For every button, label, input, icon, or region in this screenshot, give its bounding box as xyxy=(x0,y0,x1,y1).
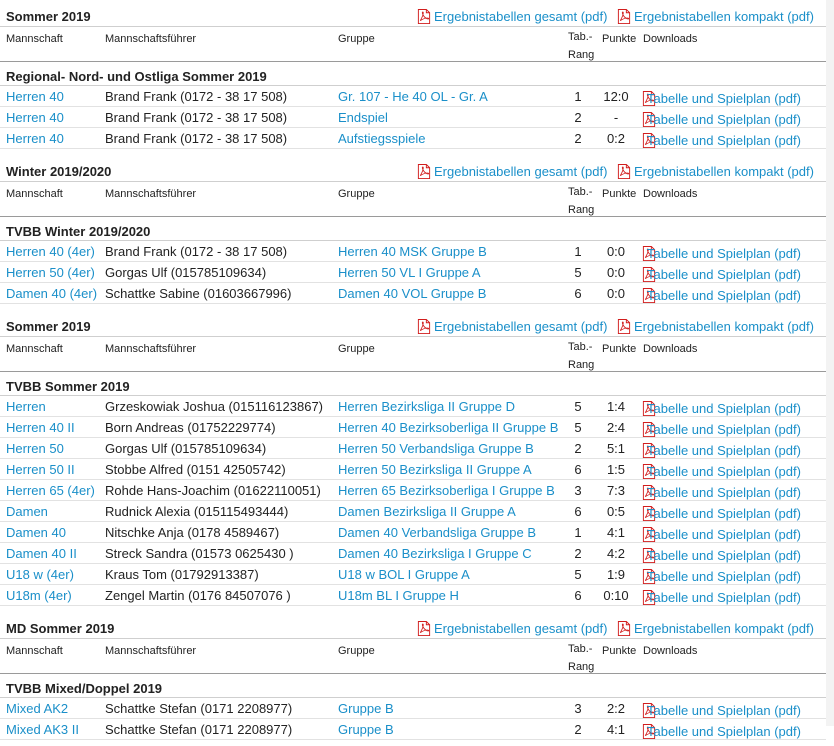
team-captain: Gorgas Ulf (015785109634) xyxy=(105,441,267,456)
team-link[interactable]: Herren 40 xyxy=(6,131,64,146)
pdf-icon xyxy=(617,164,631,179)
group-link[interactable]: Herren 65 Bezirksoberliga I Gruppe B xyxy=(338,483,555,498)
col-downloads: Downloads xyxy=(643,645,698,657)
team-captain: Grzeskowiak Joshua (015116123867) xyxy=(105,399,324,414)
points: - xyxy=(613,110,619,125)
ergebnistabellen-kompakt-link[interactable] xyxy=(617,164,814,179)
points: 1:5 xyxy=(606,462,626,477)
column-headers xyxy=(0,182,826,216)
section-header xyxy=(0,310,826,337)
ergebnistabellen-gesamt-link[interactable] xyxy=(417,164,607,179)
download-label: Tabelle und Spielplan (pdf) xyxy=(647,246,801,261)
team-captain: Brand Frank (0172 - 38 17 508) xyxy=(105,244,288,259)
download-label: Tabelle und Spielplan (pdf) xyxy=(647,485,801,500)
download-label: Tabelle und Spielplan (pdf) xyxy=(647,112,801,127)
column-headers xyxy=(0,639,826,673)
points: 12:0 xyxy=(603,89,629,104)
pdf-icon xyxy=(417,621,431,636)
team-captain: Born Andreas (01752229774) xyxy=(105,420,276,435)
col-mannschaftsfuehrer: Mannschaftsführer xyxy=(105,188,197,200)
table-row xyxy=(0,501,826,522)
group-title xyxy=(0,216,826,241)
table-row xyxy=(0,585,826,606)
table-rank: 5 xyxy=(574,265,582,280)
table-row xyxy=(0,719,826,740)
table-rank: 2 xyxy=(574,131,582,146)
col-mannschaft: Mannschaft xyxy=(6,343,63,355)
group-link[interactable]: Gruppe B xyxy=(338,722,394,737)
table-rank: 2 xyxy=(574,546,582,561)
team-captain: Zengel Martin (0176 84507076 ) xyxy=(105,588,291,603)
table-row xyxy=(0,86,826,107)
col-downloads: Downloads xyxy=(643,343,698,355)
col-gruppe: Gruppe xyxy=(338,188,375,200)
team-captain: Schattke Sabine (01603667996) xyxy=(105,286,292,301)
points: 7:3 xyxy=(606,483,626,498)
link-label: Ergebnistabellen gesamt (pdf) xyxy=(434,164,608,179)
col-tab: Tab.- xyxy=(568,186,593,198)
column-headers xyxy=(0,337,826,371)
col-rang: Rang xyxy=(568,661,595,673)
link-label: Ergebnistabellen gesamt (pdf) xyxy=(434,9,608,24)
table-rank: 3 xyxy=(574,483,582,498)
team-captain: Rudnick Alexia (015115493444) xyxy=(105,504,289,519)
col-rang: Rang xyxy=(568,204,595,216)
team-link[interactable]: U18m (4er) xyxy=(6,588,72,603)
team-link[interactable]: Damen 40 (4er) xyxy=(6,286,98,301)
table-rank: 2 xyxy=(574,722,582,737)
col-tab: Tab.- xyxy=(568,31,593,43)
team-link[interactable]: Herren 40 II xyxy=(6,420,75,435)
col-mannschaftsfuehrer: Mannschaftsführer xyxy=(105,645,197,657)
table-rank: 2 xyxy=(574,110,582,125)
group-link[interactable]: U18m BL I Gruppe H xyxy=(338,588,459,603)
points: 0:5 xyxy=(606,504,626,519)
col-mannschaftsfuehrer: Mannschaftsführer xyxy=(105,343,197,355)
col-gruppe: Gruppe xyxy=(338,33,375,45)
group-title xyxy=(0,61,826,86)
team-link[interactable]: Damen 40 xyxy=(6,525,66,540)
table-rank: 1 xyxy=(574,244,582,259)
table-row xyxy=(0,417,826,438)
table-rank: 1 xyxy=(574,525,582,540)
download-label: Tabelle und Spielplan (pdf) xyxy=(647,91,801,106)
table-row xyxy=(0,262,826,283)
section-header xyxy=(0,612,826,639)
points: 2:2 xyxy=(606,701,626,716)
team-captain: Streck Sandra (01573 0625430 ) xyxy=(105,546,294,561)
team-captain: Brand Frank (0172 - 38 17 508) xyxy=(105,89,288,104)
table-rank: 6 xyxy=(574,462,582,477)
pdf-icon xyxy=(417,319,431,334)
col-gruppe: Gruppe xyxy=(338,645,375,657)
ergebnistabellen-kompakt-link[interactable] xyxy=(617,9,814,24)
col-tab: Tab.- xyxy=(568,643,593,655)
download-label: Tabelle und Spielplan (pdf) xyxy=(647,422,801,437)
section-title: Sommer 2019 xyxy=(6,319,91,334)
table-row xyxy=(0,128,826,149)
points: 4:1 xyxy=(606,722,626,737)
download-label: Tabelle und Spielplan (pdf) xyxy=(647,288,801,303)
team-link[interactable]: Herren 40 xyxy=(6,89,64,104)
group-link[interactable]: Herren 40 Bezirksoberliga II Gruppe B xyxy=(338,420,559,435)
pdf-icon xyxy=(617,621,631,636)
pdf-icon xyxy=(617,319,631,334)
ergebnistabellen-gesamt-link[interactable] xyxy=(417,9,607,24)
table-row xyxy=(0,698,826,719)
scrollbar[interactable] xyxy=(826,0,834,726)
team-link[interactable]: Herren 40 xyxy=(6,110,64,125)
team-captain: Gorgas Ulf (015785109634) xyxy=(105,265,267,280)
table-row xyxy=(0,543,826,564)
team-captain: Stobbe Alfred (0151 42505742) xyxy=(105,462,286,477)
team-link[interactable]: Mixed AK3 II xyxy=(6,722,79,737)
group-link[interactable]: Herren Bezirksliga II Gruppe D xyxy=(338,399,516,414)
col-gruppe: Gruppe xyxy=(338,343,375,355)
group-link[interactable]: Damen 40 Verbandsliga Gruppe B xyxy=(338,525,537,540)
download-label: Tabelle und Spielplan (pdf) xyxy=(647,401,801,416)
download-label: Tabelle und Spielplan (pdf) xyxy=(647,464,801,479)
group-link[interactable]: Damen Bezirksliga II Gruppe A xyxy=(338,504,516,519)
team-link[interactable]: Herren 40 (4er) xyxy=(6,244,95,259)
table-rank: 6 xyxy=(574,504,582,519)
team-link[interactable]: Herren xyxy=(6,399,46,414)
group-link[interactable]: Damen 40 VOL Gruppe B xyxy=(338,286,487,301)
points: 0:10 xyxy=(603,588,629,603)
team-link[interactable]: Mixed AK2 xyxy=(6,701,69,716)
table-rank: 2 xyxy=(574,441,582,456)
team-captain: Schattke Stefan (0171 2208977) xyxy=(105,701,293,716)
ergebnistabellen-gesamt-link[interactable] xyxy=(417,319,607,334)
table-row xyxy=(0,564,826,585)
points: 0:2 xyxy=(606,131,626,146)
group-title-text: TVBB Winter 2019/2020 xyxy=(6,224,151,239)
team-link[interactable]: U18 w (4er) xyxy=(6,567,74,582)
team-captain: Rohde Hans-Joachim (01622110051) xyxy=(105,483,321,498)
group-link[interactable]: Aufstiegsspiele xyxy=(338,131,426,146)
group-link[interactable]: Gruppe B xyxy=(338,701,394,716)
group-title-text: Regional- Nord- und Ostliga Sommer 2019 xyxy=(6,69,267,84)
pdf-icon xyxy=(417,164,431,179)
download-label: Tabelle und Spielplan (pdf) xyxy=(647,133,801,148)
link-label: Ergebnistabellen gesamt (pdf) xyxy=(434,319,608,334)
download-label: Tabelle und Spielplan (pdf) xyxy=(647,703,801,718)
table-row xyxy=(0,241,826,262)
link-label: Ergebnistabellen gesamt (pdf) xyxy=(434,621,608,636)
team-link[interactable]: Herren 50 II xyxy=(6,462,75,477)
group-link[interactable]: Herren 50 Verbandsliga Gruppe B xyxy=(338,441,534,456)
group-link[interactable]: Gr. 107 - He 40 OL - Gr. A xyxy=(338,89,488,104)
download-label: Tabelle und Spielplan (pdf) xyxy=(647,548,801,563)
points: 2:4 xyxy=(606,420,626,435)
table-rank: 5 xyxy=(574,567,582,582)
download-label: Tabelle und Spielplan (pdf) xyxy=(647,590,801,605)
group-title xyxy=(0,673,826,698)
points: 0:0 xyxy=(606,265,626,280)
col-tab-rang xyxy=(568,28,594,64)
section-header xyxy=(0,0,826,27)
link-label: Ergebnistabellen kompakt (pdf) xyxy=(634,319,814,334)
link-label: Ergebnistabellen kompakt (pdf) xyxy=(634,9,814,24)
col-mannschaft: Mannschaft xyxy=(6,33,63,45)
group-link[interactable]: Herren 40 MSK Gruppe B xyxy=(338,244,487,259)
download-label: Tabelle und Spielplan (pdf) xyxy=(647,506,801,521)
points: 1:4 xyxy=(606,399,626,414)
col-mannschaftsfuehrer: Mannschaftsführer xyxy=(105,33,197,45)
download-label: Tabelle und Spielplan (pdf) xyxy=(647,443,801,458)
col-mannschaft: Mannschaft xyxy=(6,188,63,200)
col-mannschaft: Mannschaft xyxy=(6,645,63,657)
col-punkte: Punkte xyxy=(602,188,637,200)
team-captain: Schattke Stefan (0171 2208977) xyxy=(105,722,293,737)
download-label: Tabelle und Spielplan (pdf) xyxy=(647,569,801,584)
col-rang: Rang xyxy=(568,49,595,61)
points: 0:0 xyxy=(606,286,626,301)
col-downloads: Downloads xyxy=(643,188,698,200)
table-rank: 3 xyxy=(574,701,582,716)
section-header xyxy=(0,155,826,182)
group-title-text: TVBB Sommer 2019 xyxy=(6,379,130,394)
table-rank: 6 xyxy=(574,588,582,603)
section-title: MD Sommer 2019 xyxy=(6,621,115,636)
ergebnistabellen-gesamt-link[interactable] xyxy=(417,621,607,636)
table-row xyxy=(0,396,826,417)
group-title-text: TVBB Mixed/Doppel 2019 xyxy=(6,681,163,696)
table-row xyxy=(0,283,826,304)
team-link[interactable]: Herren 50 (4er) xyxy=(6,265,95,280)
team-captain: Nitschke Anja (0178 4589467) xyxy=(105,525,280,540)
section-title: Winter 2019/2020 xyxy=(6,164,112,179)
table-rank: 5 xyxy=(574,399,582,414)
table-rank: 5 xyxy=(574,420,582,435)
group-title xyxy=(0,371,826,396)
download-label: Tabelle und Spielplan (pdf) xyxy=(647,724,801,739)
team-link[interactable]: Damen 40 II xyxy=(6,546,77,561)
download-label: Tabelle und Spielplan (pdf) xyxy=(647,527,801,542)
team-captain: Brand Frank (0172 - 38 17 508) xyxy=(105,110,288,125)
link-label: Ergebnistabellen kompakt (pdf) xyxy=(634,164,814,179)
group-link[interactable]: Endspiel xyxy=(338,110,388,125)
col-punkte: Punkte xyxy=(602,645,637,657)
col-tab-rang xyxy=(568,183,594,219)
col-tab: Tab.- xyxy=(568,341,593,353)
group-link[interactable]: Herren 50 Bezirksliga II Gruppe A xyxy=(338,462,532,477)
table-rank: 1 xyxy=(574,89,582,104)
team-captain: Kraus Tom (01792913387) xyxy=(105,567,259,582)
table-row xyxy=(0,522,826,543)
link-label: Ergebnistabellen kompakt (pdf) xyxy=(634,621,814,636)
col-tab-rang xyxy=(568,640,594,676)
table-row xyxy=(0,480,826,501)
ergebnistabellen-kompakt-link[interactable] xyxy=(617,319,814,334)
points: 1:9 xyxy=(606,567,626,582)
points: 5:1 xyxy=(606,441,626,456)
team-link[interactable]: Damen xyxy=(6,504,48,519)
col-punkte: Punkte xyxy=(602,33,637,45)
pdf-icon xyxy=(417,9,431,24)
points: 4:2 xyxy=(606,546,626,561)
column-headers xyxy=(0,27,826,61)
table-row xyxy=(0,459,826,480)
col-punkte: Punkte xyxy=(602,343,637,355)
team-link[interactable]: Herren 65 (4er) xyxy=(6,483,95,498)
team-captain: Brand Frank (0172 - 38 17 508) xyxy=(105,131,288,146)
points: 4:1 xyxy=(606,525,626,540)
col-tab-rang xyxy=(568,338,594,374)
points: 0:0 xyxy=(606,244,626,259)
table-row xyxy=(0,438,826,459)
team-link[interactable]: Herren 50 xyxy=(6,441,64,456)
group-link[interactable]: Damen 40 Bezirksliga I Gruppe C xyxy=(338,546,532,561)
table-rank: 6 xyxy=(574,286,582,301)
group-link[interactable]: Herren 50 VL I Gruppe A xyxy=(338,265,481,280)
col-rang: Rang xyxy=(568,359,595,371)
ergebnistabellen-kompakt-link[interactable] xyxy=(617,621,814,636)
group-link[interactable]: U18 w BOL I Gruppe A xyxy=(338,567,470,582)
section-title: Sommer 2019 xyxy=(6,9,91,24)
download-label: Tabelle und Spielplan (pdf) xyxy=(647,267,801,282)
pdf-icon xyxy=(617,9,631,24)
table-row xyxy=(0,107,826,128)
section-spacer xyxy=(0,740,826,746)
col-downloads: Downloads xyxy=(643,33,698,45)
